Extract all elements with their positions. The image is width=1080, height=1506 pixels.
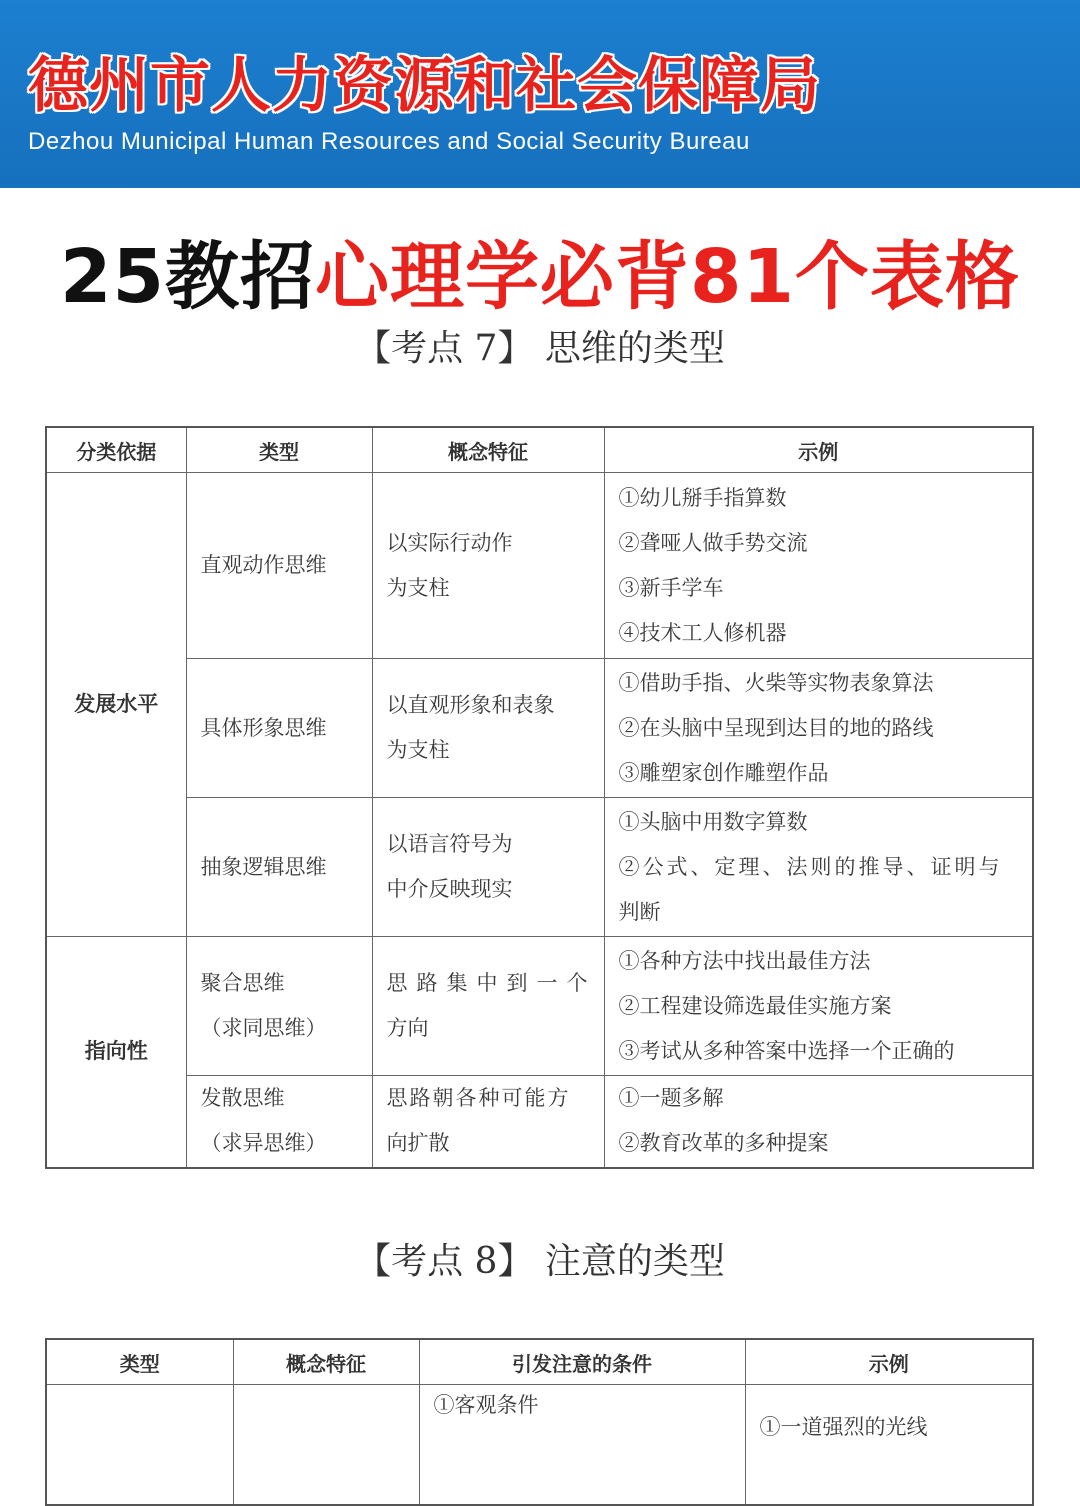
example-text: ④技术工人修机器	[618, 620, 787, 645]
concept-cell	[372, 473, 604, 659]
table-row	[46, 659, 1033, 798]
concept-cell	[233, 1385, 419, 1505]
example-text: ②公式、定理、法则的推导、证明与	[618, 854, 1003, 879]
example-text: 判断	[618, 899, 661, 924]
condition-cell	[419, 1385, 745, 1505]
example-cell	[604, 798, 1033, 937]
condition-text: ①客观条件	[433, 1393, 539, 1417]
example-cell	[604, 1076, 1033, 1168]
concept-cell	[372, 798, 604, 937]
header-basis: 分类依据	[46, 427, 186, 473]
type-cell	[186, 937, 372, 1076]
header-concept: 概念特征	[372, 427, 604, 473]
concept-text: 方向	[386, 1016, 429, 1040]
table-row	[46, 798, 1033, 937]
section-7-title: 【考点 7】 思维的类型	[355, 328, 725, 369]
example-text: ①借助手指、火柴等实物表象算法	[618, 670, 934, 695]
example-text: ①一道强烈的光线	[759, 1415, 928, 1439]
header-concept: 概念特征	[233, 1339, 419, 1385]
header-type: 类型	[186, 427, 372, 473]
concept-text: 为支柱	[386, 575, 450, 600]
example-cell	[745, 1385, 1033, 1505]
type-text: 聚合思维	[200, 971, 285, 995]
example-text: ①一题多解	[618, 1086, 724, 1111]
table-row	[46, 937, 1033, 1076]
concept-text: 向扩散	[386, 1131, 450, 1156]
table-header-row	[46, 427, 1033, 473]
concept-text: 思路朝各种可能方	[386, 1086, 571, 1111]
example-cell	[604, 937, 1033, 1076]
table-row	[46, 1076, 1033, 1168]
example-text: ③考试从多种答案中选择一个正确的	[618, 1038, 955, 1063]
concept-text: 中介反映现实	[386, 877, 513, 901]
concept-text: 思路集中到一个	[386, 971, 597, 995]
header-condition: 引发注意的条件	[419, 1339, 745, 1385]
concept-text: 以直观形象和表象	[386, 693, 555, 717]
page-title-highlight: 心理学必背81个表格	[315, 234, 1020, 320]
table-header-row	[46, 1339, 1033, 1385]
type-text: 具体形象思维	[200, 715, 327, 740]
concept-text: 以语言符号为	[386, 832, 513, 856]
concept-cell	[372, 937, 604, 1076]
example-text: ①头脑中用数字算数	[618, 809, 808, 834]
example-text: ②教育改革的多种提案	[618, 1131, 829, 1156]
example-text: ③雕塑家创作雕塑作品	[618, 760, 829, 785]
header-example: 示例	[745, 1339, 1033, 1385]
attention-types-table	[45, 1338, 1034, 1506]
example-text: ③新手学车	[618, 575, 724, 600]
basis-cell: 指向性	[46, 937, 186, 1168]
table-row	[46, 1385, 1033, 1505]
bureau-title-en: Dezhou Municipal Human Resources and Social Security Bureau	[28, 128, 750, 155]
type-text: 抽象逻辑思维	[200, 854, 327, 879]
example-text: ②聋哑人做手势交流	[618, 530, 808, 555]
concept-text: 为支柱	[386, 738, 450, 762]
type-text: （求同思维）	[200, 1016, 327, 1040]
type-cell	[186, 473, 372, 659]
section-8-title: 【考点 8】 注意的类型	[355, 1241, 725, 1282]
type-text: （求异思维）	[200, 1131, 327, 1156]
example-text: ②在头脑中呈现到达目的地的路线	[618, 715, 934, 740]
basis-cell: 发展水平	[46, 473, 186, 937]
concept-cell	[372, 1076, 604, 1168]
table-row	[46, 473, 1033, 659]
concept-cell	[372, 659, 604, 798]
header-example: 示例	[604, 427, 1033, 473]
thinking-types-table	[45, 426, 1034, 1169]
example-cell	[604, 473, 1033, 659]
page-title	[0, 218, 1080, 324]
type-text: 直观动作思维	[200, 553, 327, 577]
type-cell	[46, 1385, 233, 1505]
example-text: ②工程建设筛选最佳实施方案	[618, 993, 892, 1018]
type-cell	[186, 798, 372, 937]
example-text: ①各种方法中找出最佳方法	[618, 948, 871, 973]
type-text: 发散思维	[200, 1086, 285, 1111]
example-text: ①幼儿掰手指算数	[618, 485, 787, 510]
type-cell	[186, 1076, 372, 1168]
page-title-prefix: 25教招	[60, 234, 315, 320]
concept-text: 以实际行动作	[386, 530, 513, 555]
bureau-title-cn: 德州市人力资源和社会保障局	[28, 51, 821, 121]
header-type: 类型	[46, 1339, 233, 1385]
example-cell	[604, 659, 1033, 798]
header-banner	[0, 0, 1080, 188]
type-cell	[186, 659, 372, 798]
